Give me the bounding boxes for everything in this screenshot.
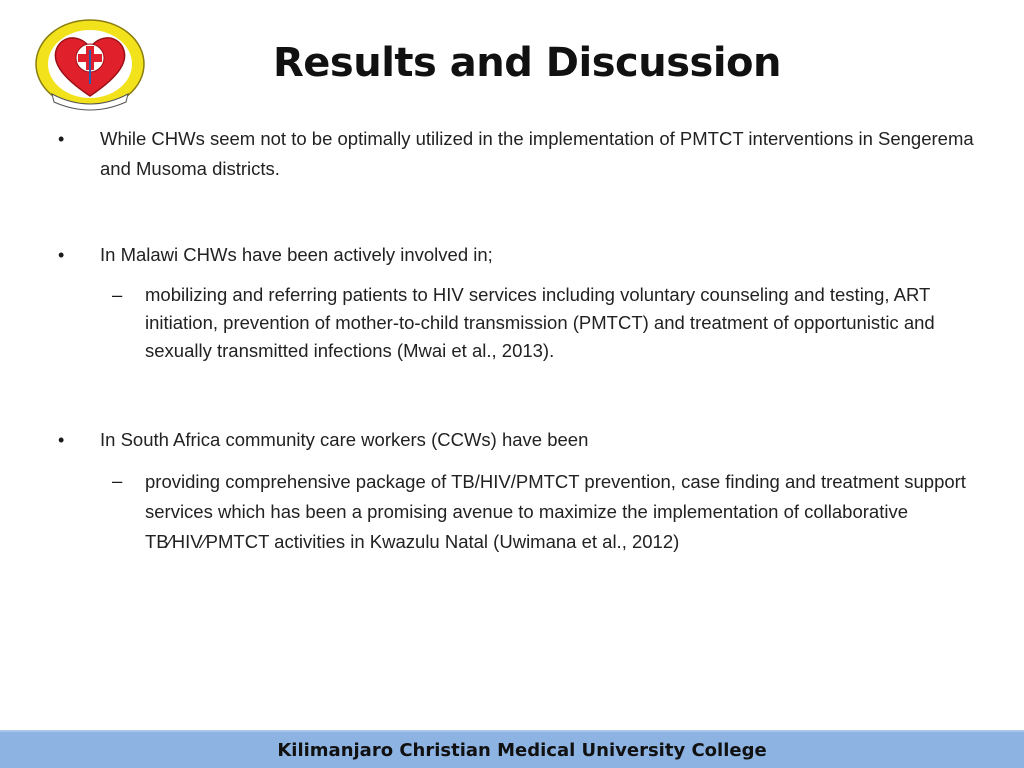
bullet-text: In Malawi CHWs have been actively involved in;	[100, 244, 493, 265]
bullet-text: While CHWs seem not to be optimally utilized in the implementation of PMTCT interventions in Sengerema and Musoma districts.	[100, 128, 974, 179]
bullet-marker: •	[58, 245, 65, 265]
bullet-marker: •	[58, 430, 65, 450]
bullet-marker: •	[58, 129, 65, 149]
footer-bar	[0, 730, 1024, 768]
sub-bullet-text: mobilizing and referring patients to HIV services including voluntary counseling and testing, ART initiation, prevention of mother-to-child transmission (PMTCT) and treatment of opportunistic and sexually transmitted infections (Mwai et al., 2013).	[145, 284, 935, 361]
bullet-text: In South Africa community care workers (CCWs) have been	[100, 429, 589, 450]
sub-bullet-text: providing comprehensive package of TB/HIV/PMTCT prevention, case finding and treatment support services which has been a promising avenue to maximize the implementation of collaborative TB⁄HIV⁄PMTCT activities in Kwazulu Natal (Uwimana et al., 2012)	[145, 471, 966, 552]
college-logo	[30, 14, 150, 112]
footer-institution: Kilimanjaro Christian Medical University College	[277, 739, 767, 761]
sub-bullet-marker: –	[112, 470, 123, 491]
logo-emblem	[30, 14, 150, 112]
sub-bullet-marker: –	[112, 284, 123, 305]
page-title: Results and Discussion	[272, 40, 781, 86]
